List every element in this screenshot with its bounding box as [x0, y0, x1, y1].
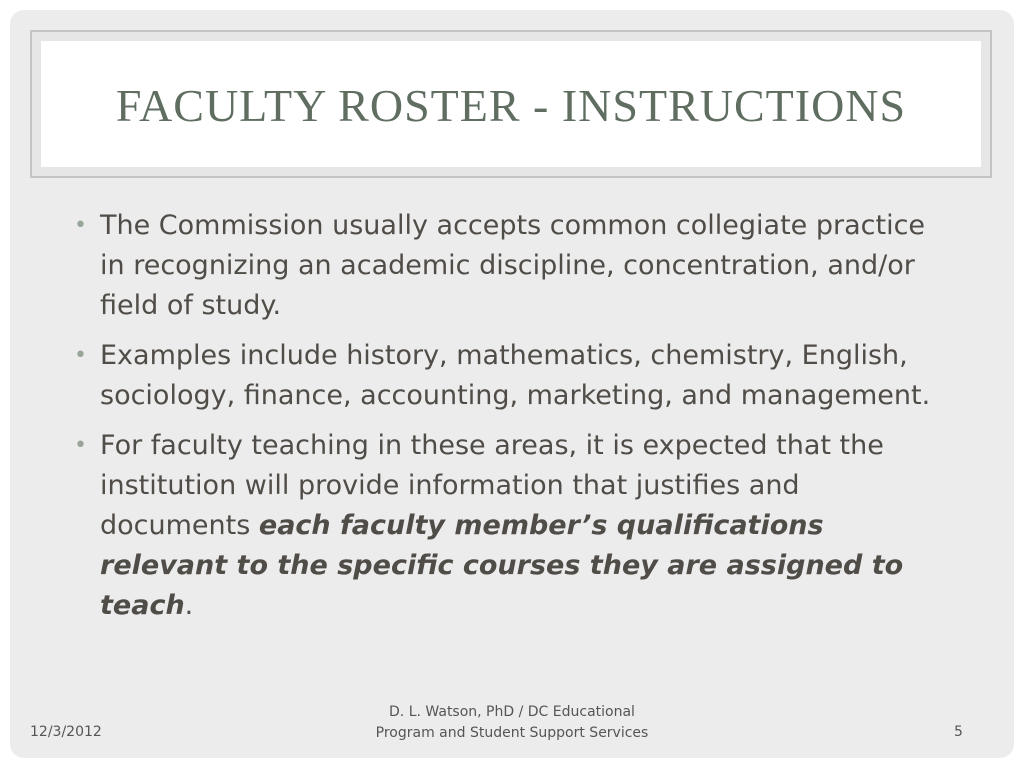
title-frame: [30, 30, 992, 178]
bullet-list: [68, 206, 948, 626]
slide-title: FACULTY ROSTER - INSTRUCTIONS: [115, 79, 907, 131]
slide: [10, 10, 1014, 758]
bullet-emphasis: each faculty member’s qualifications relevant to the specific courses they are assigned to teach: [100, 510, 904, 621]
page-number: 5: [954, 724, 963, 740]
bullet-item: [68, 426, 948, 626]
footer-author: D. L. Watson, PhD / DC Educational Program and Student Support Services: [375, 704, 649, 741]
bullet-marker: •: [74, 343, 87, 368]
bullet-item: [68, 336, 948, 416]
bullet-text: Examples include history, mathematics, chemistry, English, sociology, finance, accounting, marketing, and management.: [100, 340, 931, 411]
bullet-text: The Commission usually accepts common collegiate practice in recognizing an academic discipline, concentration, and/or field of study.: [100, 210, 926, 321]
footer-date: 12/3/2012: [30, 724, 102, 740]
bullet-item: [68, 206, 948, 326]
bullet-marker: •: [74, 213, 87, 238]
bullet-tail: .: [184, 590, 194, 621]
bullet-text: For faculty teaching in these areas, it is expected that the institution will provide information that justifies and documents: [100, 430, 884, 541]
content-area: [68, 206, 948, 636]
title-box: [41, 41, 981, 167]
bullet-marker: •: [74, 433, 87, 458]
